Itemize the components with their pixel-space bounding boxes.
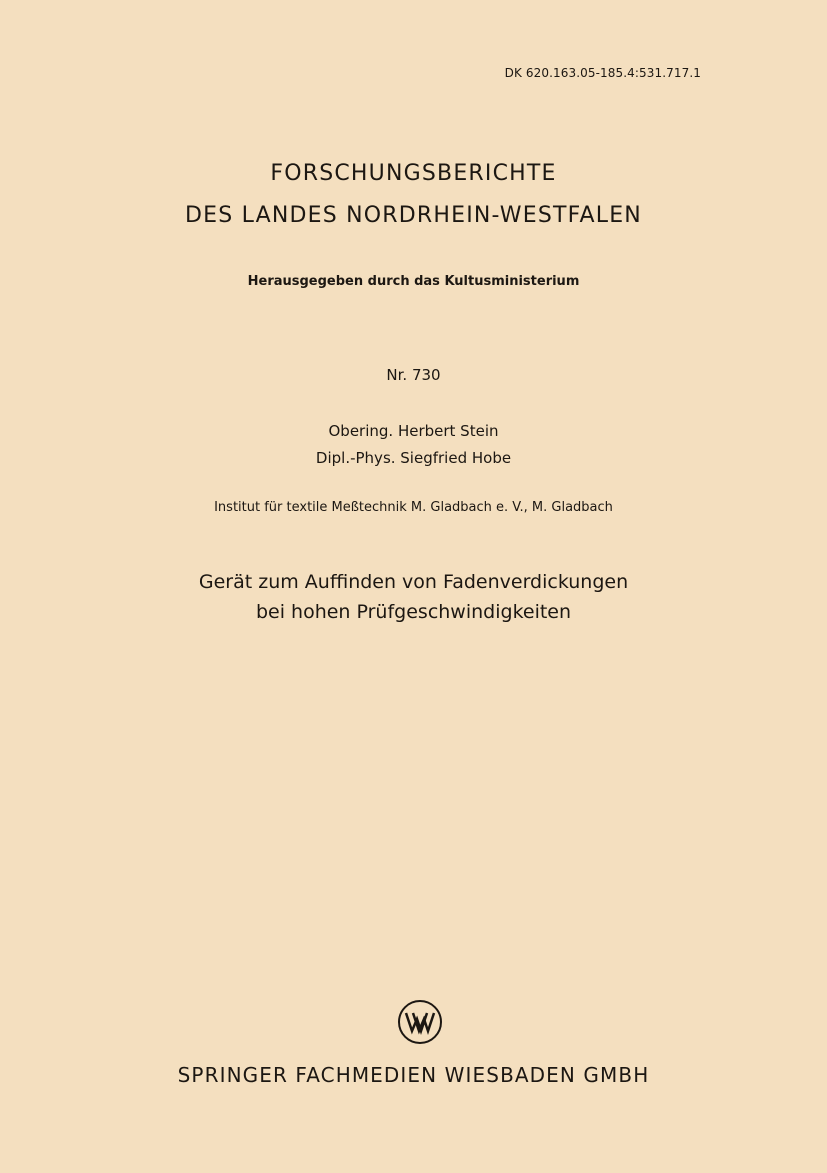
publisher-name: SPRINGER FACHMEDIEN WIESBADEN GMBH	[177, 1063, 650, 1087]
series-title-line-1: FORSCHUNGSBERICHTE	[270, 161, 557, 186]
work-title-line-1: Gerät zum Auffinden von Fadenverdickungen	[198, 571, 629, 593]
authors-block	[0, 418, 827, 472]
institute-line: Institut für textile Meßtechnik M. Gladbach e. V., M. Gladbach	[214, 500, 613, 515]
report-number: Nr. 730	[386, 366, 441, 384]
work-title-line-2: bei hohen Prüfgeschwindigkeiten	[255, 601, 572, 623]
classification-code: DK 620.163.05-185.4:531.717.1	[504, 66, 701, 80]
work-title	[0, 567, 827, 627]
author-2: Dipl.-Phys. Siegfried Hobe	[315, 449, 512, 467]
author-1: Obering. Herbert Stein	[328, 422, 499, 440]
editor-note: Herausgegeben durch das Kultusministerium	[247, 274, 580, 289]
series-title-line-2: DES LANDES NORDRHEIN-WESTFALEN	[185, 203, 642, 228]
springer-logo-icon	[397, 999, 443, 1045]
